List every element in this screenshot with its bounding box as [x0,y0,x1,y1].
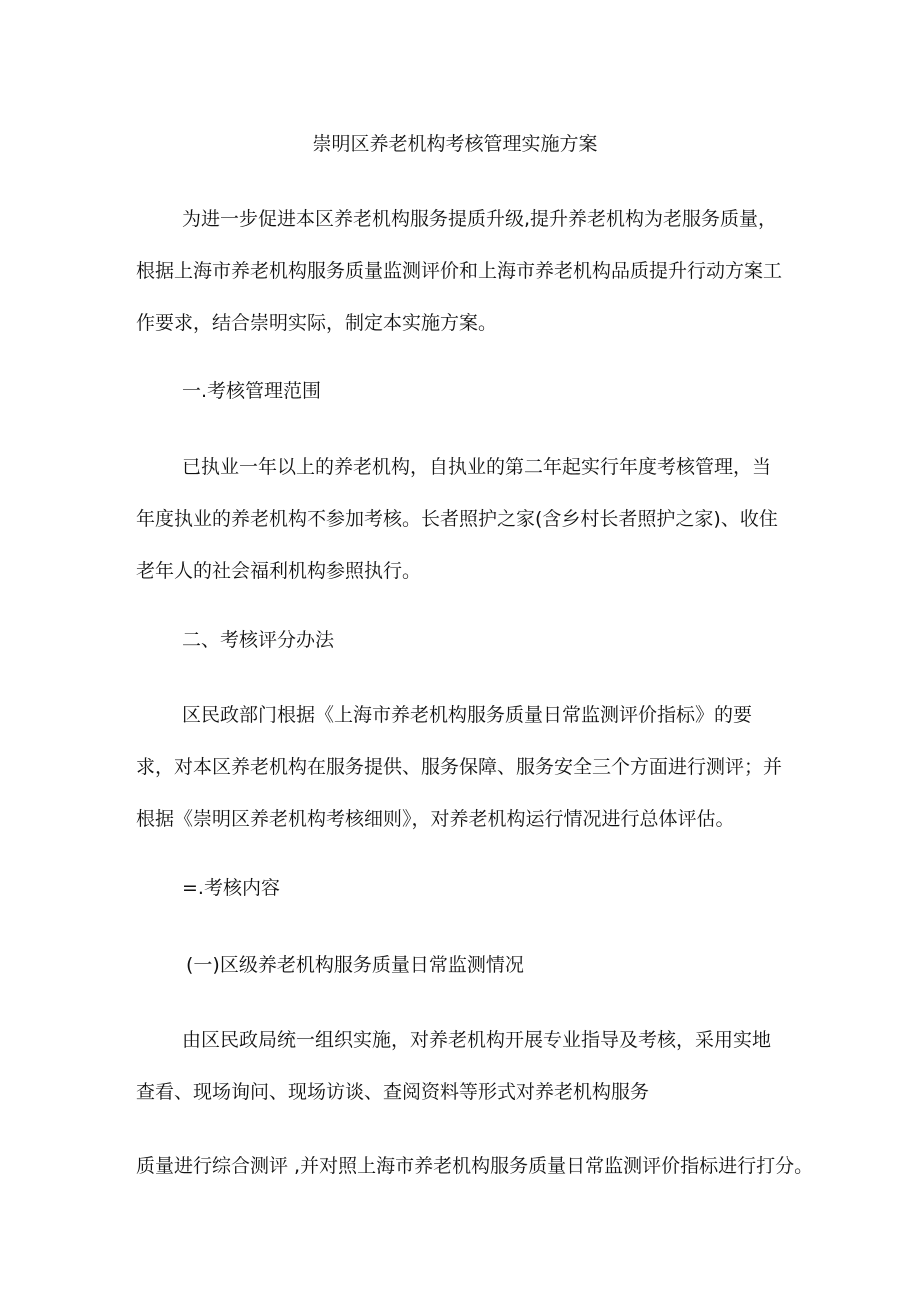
document-title: 崇明区养老机构考核管理实施方案 [312,133,598,155]
intro-paragraph: 为进一步促进本区养老机构服务提质升级,提升养老机构为老服务质量，根据上海市养老机构服务质量监测评价和上海市养老机构品质提升行动方案工作要求，结合崇明实际，制定本实施方案。 [136,208,783,334]
content-heading: =.考核内容 [182,877,280,899]
method-heading: 二、考核评分办法 [182,629,335,651]
continuation-line: 质量进行综合测评 ,并对照上海市养老机构服务质量日常监测评价指标进行打分。 [136,1155,814,1177]
method-paragraph: 区民政部门根据《上海市养老机构服务质量日常监测评价指标》的要求，对本区养老机构在服务提供、服务保障、服务安全三个方面进行测评；并根据《崇明区养老机构考核细则》，对养老机构运行情况进行总体评估。 [136,704,783,830]
sub-heading-1: (一)区级养老机构服务质量日常监测情况 [186,954,524,976]
scope-heading: 一.考核管理范围 [182,380,322,402]
scope-paragraph: 已执业一年以上的养老机构，自执业的第二年起实行年度考核管理，当年度执业的养老机构不参加考核。长者照护之家(含乡村长者照护之家)、收住老年人的社会福利机构参照执行。 [136,456,778,582]
sub-paragraph-1: 由区民政局统一组织实施，对养老机构开展专业指导及考核，采用实地查看、现场询问、现场访谈、查阅资料等形式对养老机构服务 [136,1029,772,1103]
